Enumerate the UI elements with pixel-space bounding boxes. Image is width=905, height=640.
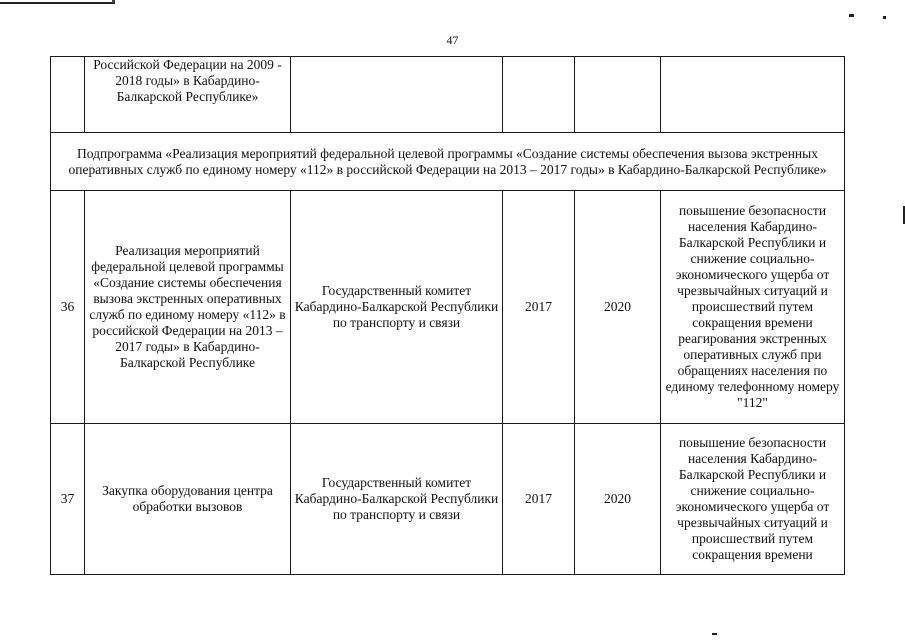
end-year-cell <box>575 57 661 133</box>
row-number-cell <box>51 57 85 133</box>
end-year-cell: 2020 <box>575 191 661 424</box>
start-year-cell: 2017 <box>503 191 575 424</box>
table-row <box>51 424 845 575</box>
page-number: 47 <box>446 33 459 47</box>
table-row <box>51 191 845 424</box>
result-cell: повышение безопасности населения Кабардино-Балкарской Республики и снижение социально-экономического ущерба от чрезвычайных ситуаций и происшествий путем сокращения времени реагирования экстренных оперативных служб при обращениях населения по единому телефонному номеру "112" <box>661 191 845 424</box>
start-year-cell <box>503 57 575 133</box>
measure-name-cell: Российской Федерации на 2009 - 2018 годы» в Кабардино-Балкарской Республике» <box>85 57 291 133</box>
start-year-cell: 2017 <box>503 424 575 575</box>
executor-cell <box>291 57 503 133</box>
executor-cell: Государственный комитет Кабардино-Балкарской Республики по транспорту и связи <box>291 424 503 575</box>
scan-artifact <box>883 16 886 19</box>
scan-artifact <box>849 14 854 17</box>
table-row <box>51 57 845 133</box>
measure-name-cell: Закупка оборудования центра обработки вызовов <box>85 424 291 575</box>
measures-table <box>50 56 845 575</box>
subprogram-title: Подпрограмма «Реализация мероприятий федеральной целевой программы «Создание системы обеспечения вызова экстренных оперативных служб по единому номеру «112» в российской Федерации на 2013 – 2017 годы» в Кабардино-Балкарской Республике» <box>51 133 845 191</box>
executor-cell: Государственный комитет Кабардино-Балкарской Республики по транспорту и связи <box>291 191 503 424</box>
subprogram-row <box>51 133 845 191</box>
scan-artifact <box>712 633 717 635</box>
row-number-cell: 36 <box>51 191 85 424</box>
measure-name-cell: Реализация мероприятий федеральной целевой программы «Создание системы обеспечения вызова экстренных оперативных служб по единому номеру «112» в российской Федерации на 2013 – 2017 годы» в Кабардино-Балкарской Республике <box>85 191 291 424</box>
row-number-cell: 37 <box>51 424 85 575</box>
end-year-cell: 2020 <box>575 424 661 575</box>
top-rule <box>0 2 115 4</box>
result-cell: повышение безопасности населения Кабардино-Балкарской Республики и снижение социально-экономического ущерба от чрезвычайных ситуаций и происшествий путем сокращения времени <box>661 424 845 575</box>
result-cell <box>661 57 845 133</box>
